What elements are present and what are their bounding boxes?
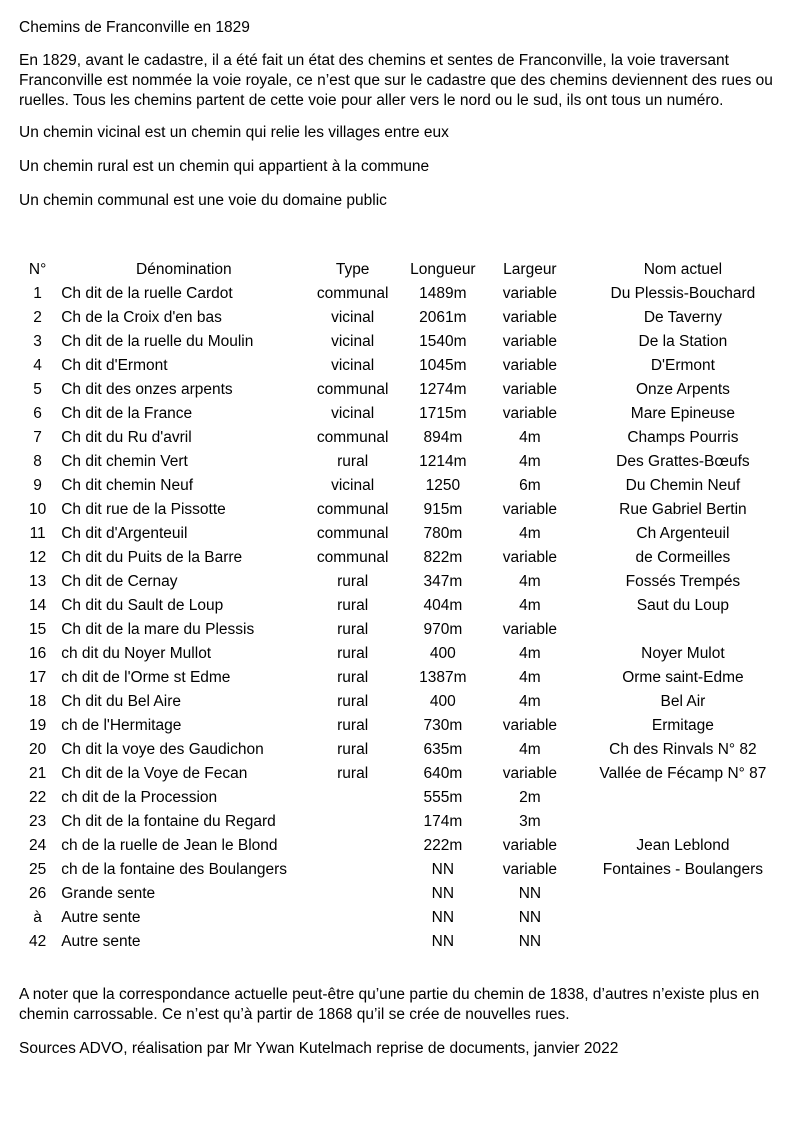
cell-largeur: variable xyxy=(502,405,558,422)
cell-largeur: variable xyxy=(502,717,558,734)
cell-type: communal xyxy=(316,285,389,302)
cell-nom-actuel: De la Station xyxy=(638,333,728,350)
table-row xyxy=(18,570,793,594)
cell-denomination: ch dit du Noyer Mullot xyxy=(61,645,212,662)
cell-nom-actuel: Mare Epineuse xyxy=(630,405,736,422)
cell-longueur: NN xyxy=(431,909,455,926)
header-num: N° xyxy=(28,261,47,278)
cell-num: 17 xyxy=(28,669,47,686)
cell-longueur: 822m xyxy=(423,549,463,566)
cell-denomination: Ch dit de la Voye de Fecan xyxy=(61,765,248,782)
document-title: Chemins de Franconville en 1829 xyxy=(19,19,250,36)
cell-denomination: Ch dit de la mare du Plessis xyxy=(61,621,255,638)
cell-nom-actuel: Onze Arpents xyxy=(635,381,730,398)
cell-largeur: variable xyxy=(502,861,558,878)
cell-longueur: 970m xyxy=(423,621,463,638)
table-row xyxy=(18,330,793,354)
cell-longueur: 174m xyxy=(423,813,463,830)
cell-largeur: variable xyxy=(502,381,558,398)
cell-largeur: 4m xyxy=(519,525,541,542)
cell-nom-actuel: Saut du Loup xyxy=(636,597,730,614)
cell-longueur: 347m xyxy=(423,573,463,590)
cell-largeur: variable xyxy=(502,309,558,326)
cell-nom-actuel: Vallée de Fécamp N° 87 xyxy=(599,765,767,782)
cell-denomination: Grande sente xyxy=(61,885,156,902)
header-denomination: Dénomination xyxy=(136,261,232,278)
cell-type: communal xyxy=(316,381,389,398)
footer-section xyxy=(19,985,779,1073)
cell-largeur: 4m xyxy=(519,453,541,470)
table-row xyxy=(18,474,793,498)
cell-longueur: 1250 xyxy=(425,477,461,494)
cell-num: 18 xyxy=(28,693,47,710)
cell-num: 22 xyxy=(28,789,47,806)
cell-num: 42 xyxy=(28,933,47,950)
cell-num: 12 xyxy=(28,549,47,566)
cell-type: vicinal xyxy=(331,477,375,494)
cell-largeur: 4m xyxy=(519,693,541,710)
cell-nom-actuel: Noyer Mulot xyxy=(641,645,725,662)
cell-type: vicinal xyxy=(331,357,375,374)
cell-nom-actuel xyxy=(573,786,793,810)
cell-num: 16 xyxy=(28,645,47,662)
cell-type: rural xyxy=(337,597,369,614)
cell-type: vicinal xyxy=(331,333,375,350)
cell-longueur: 894m xyxy=(423,429,463,446)
cell-type: vicinal xyxy=(331,405,375,422)
definition-rural: Un chemin rural est un chemin qui appartient à la commune xyxy=(19,158,430,175)
table-row xyxy=(18,546,793,570)
cell-num: 10 xyxy=(28,501,47,518)
cell-num: 15 xyxy=(28,621,47,638)
cell-denomination: ch dit de l'Orme st Edme xyxy=(61,669,231,686)
cell-num: 2 xyxy=(33,309,42,326)
cell-nom-actuel: Ch Argenteuil xyxy=(636,525,730,542)
cell-longueur: NN xyxy=(431,933,455,950)
table-header-row xyxy=(18,258,793,282)
cell-largeur: variable xyxy=(502,549,558,566)
table-row xyxy=(18,906,793,930)
table-row xyxy=(18,930,793,954)
footer-sources: Sources ADVO, réalisation par Mr Ywan Kutelmach reprise de documents, janvier 2022 xyxy=(19,1040,619,1057)
cell-nom-actuel: Orme saint-Edme xyxy=(622,669,744,686)
cell-nom-actuel xyxy=(573,618,793,642)
cell-num: 7 xyxy=(33,429,42,446)
cell-nom-actuel: D'Ermont xyxy=(650,357,715,374)
cell-largeur: 6m xyxy=(519,477,541,494)
cell-type xyxy=(307,810,399,834)
cell-longueur: 640m xyxy=(423,765,463,782)
cell-longueur: 400 xyxy=(429,693,456,710)
header-nom-actuel: Nom actuel xyxy=(643,261,723,278)
cell-denomination: Ch dit de la fontaine du Regard xyxy=(61,813,276,830)
table-row xyxy=(18,618,793,642)
table-row xyxy=(18,834,793,858)
cell-largeur: variable xyxy=(502,621,558,638)
cell-type: rural xyxy=(337,645,369,662)
cell-denomination: Autre sente xyxy=(61,909,141,926)
table-row xyxy=(18,642,793,666)
table-row xyxy=(18,426,793,450)
cell-num: 20 xyxy=(28,741,47,758)
table-row xyxy=(18,354,793,378)
cell-largeur: variable xyxy=(502,333,558,350)
cell-largeur: NN xyxy=(518,933,542,950)
cell-nom-actuel: Ch des Rinvals N° 82 xyxy=(609,741,757,758)
cell-longueur: 915m xyxy=(423,501,463,518)
cell-longueur: 555m xyxy=(423,789,463,806)
cell-longueur: 635m xyxy=(423,741,463,758)
definition-communal: Un chemin communal est une voie du domaine public xyxy=(19,192,387,209)
cell-nom-actuel xyxy=(573,882,793,906)
cell-denomination: Ch dit du Ru d'avril xyxy=(61,429,192,446)
cell-type: rural xyxy=(337,693,369,710)
cell-denomination: ch dit de la Procession xyxy=(61,789,218,806)
cell-num: 21 xyxy=(28,765,47,782)
cell-num: 9 xyxy=(33,477,42,494)
cell-type xyxy=(307,858,399,882)
cell-longueur: 222m xyxy=(423,837,463,854)
cell-num: 26 xyxy=(28,885,47,902)
cell-type: communal xyxy=(316,549,389,566)
cell-num: 19 xyxy=(28,717,47,734)
cell-largeur: 4m xyxy=(519,429,541,446)
cell-nom-actuel xyxy=(573,810,793,834)
cell-nom-actuel: Rue Gabriel Bertin xyxy=(619,501,747,518)
cell-longueur: NN xyxy=(431,861,455,878)
cell-largeur: variable xyxy=(502,765,558,782)
cell-type: rural xyxy=(337,573,369,590)
cell-longueur: 1045m xyxy=(419,357,467,374)
cell-type: rural xyxy=(337,741,369,758)
table-row xyxy=(18,786,793,810)
cell-nom-actuel: Bel Air xyxy=(660,693,706,710)
cell-type xyxy=(307,834,399,858)
table-row xyxy=(18,450,793,474)
intro-paragraph: En 1829, avant le cadastre, il a été fait un état des chemins et sentes de Franconville, la voie traversant Franconville est nommée la voie royale, ce n’est que sur le cadastre que des chemins deviennent des rues ou ruelles. Tous les chemins partent de cette voie pour aller vers le nord ou le sud, ils ont tous un numéro. xyxy=(19,52,773,109)
cell-denomination: Ch dit de la ruelle du Moulin xyxy=(61,333,254,350)
cell-nom-actuel xyxy=(573,930,793,954)
cell-longueur: 2061m xyxy=(419,309,467,326)
cell-type: communal xyxy=(316,501,389,518)
header-longueur: Longueur xyxy=(410,261,476,278)
table-row xyxy=(18,522,793,546)
cell-denomination: Ch dit du Sault de Loup xyxy=(61,597,224,614)
cell-num: à xyxy=(33,909,42,926)
cell-nom-actuel: Jean Leblond xyxy=(636,837,730,854)
table-row xyxy=(18,378,793,402)
cell-denomination: ch de la fontaine des Boulangers xyxy=(61,861,287,878)
cell-denomination: Ch dit de la ruelle Cardot xyxy=(61,285,233,302)
cell-largeur: 2m xyxy=(519,789,541,806)
cell-denomination: Ch dit des onzes arpents xyxy=(61,381,233,398)
cell-denomination: Ch dit d'Argenteuil xyxy=(61,525,188,542)
cell-type xyxy=(307,930,399,954)
cell-type: vicinal xyxy=(331,309,375,326)
cell-largeur: variable xyxy=(502,837,558,854)
cell-largeur: 4m xyxy=(519,645,541,662)
cell-num: 8 xyxy=(33,453,42,470)
cell-largeur: variable xyxy=(502,501,558,518)
footer-note: A noter que la correspondance actuelle peut-être qu’une partie du chemin de 1838, d’autres n’existe plus en chemin carrossable. Ce n’est qu’à partir de 1868 qu’il se crée de nouvelles rues. xyxy=(19,986,760,1023)
cell-denomination: Ch dit chemin Neuf xyxy=(61,477,194,494)
intro-section xyxy=(19,51,779,225)
cell-denomination: Ch dit du Bel Aire xyxy=(61,693,181,710)
table-row xyxy=(18,858,793,882)
paths-table xyxy=(18,258,793,954)
cell-denomination: Ch dit du Puits de la Barre xyxy=(61,549,243,566)
cell-largeur: variable xyxy=(502,357,558,374)
cell-largeur: NN xyxy=(518,885,542,902)
cell-denomination: Ch dit chemin Vert xyxy=(61,453,188,470)
cell-type xyxy=(307,906,399,930)
cell-largeur: 4m xyxy=(519,573,541,590)
cell-largeur: 4m xyxy=(519,741,541,758)
cell-denomination: Ch de la Croix d'en bas xyxy=(61,309,222,326)
table-row xyxy=(18,882,793,906)
cell-denomination: Ch dit la voye des Gaudichon xyxy=(61,741,264,758)
cell-nom-actuel: Des Grattes-Bœufs xyxy=(616,453,750,470)
table-row xyxy=(18,810,793,834)
cell-longueur: 400 xyxy=(429,645,456,662)
cell-num: 25 xyxy=(28,861,47,878)
cell-denomination: Ch dit rue de la Pissotte xyxy=(61,501,226,518)
cell-type: communal xyxy=(316,525,389,542)
cell-nom-actuel: Du Chemin Neuf xyxy=(625,477,741,494)
table-row xyxy=(18,594,793,618)
cell-longueur: 1214m xyxy=(419,453,467,470)
table-row xyxy=(18,714,793,738)
cell-nom-actuel: Fossés Trempés xyxy=(625,573,741,590)
cell-denomination: Ch dit de Cernay xyxy=(61,573,178,590)
cell-num: 5 xyxy=(33,381,42,398)
cell-denomination: Autre sente xyxy=(61,933,141,950)
cell-nom-actuel: Champs Pourris xyxy=(627,429,739,446)
cell-type: rural xyxy=(337,621,369,638)
cell-longueur: 404m xyxy=(423,597,463,614)
cell-largeur: 4m xyxy=(519,669,541,686)
cell-largeur: NN xyxy=(518,909,542,926)
cell-longueur: 780m xyxy=(423,525,463,542)
cell-type xyxy=(307,786,399,810)
cell-num: 14 xyxy=(28,597,47,614)
table-row xyxy=(18,306,793,330)
cell-longueur: 1489m xyxy=(419,285,467,302)
header-largeur: Largeur xyxy=(503,261,557,278)
cell-num: 24 xyxy=(28,837,47,854)
cell-denomination: Ch dit de la France xyxy=(61,405,193,422)
cell-nom-actuel: Ermitage xyxy=(651,717,714,734)
header-type: Type xyxy=(335,261,370,278)
cell-nom-actuel xyxy=(573,906,793,930)
cell-longueur: 1715m xyxy=(419,405,467,422)
cell-nom-actuel: Du Plessis-Bouchard xyxy=(610,285,756,302)
cell-type: rural xyxy=(337,453,369,470)
cell-nom-actuel: de Cormeilles xyxy=(635,549,731,566)
cell-type: rural xyxy=(337,765,369,782)
cell-num: 13 xyxy=(28,573,47,590)
table-row xyxy=(18,738,793,762)
cell-denomination: ch de l'Hermitage xyxy=(61,717,182,734)
cell-largeur: 4m xyxy=(519,597,541,614)
table-row xyxy=(18,402,793,426)
cell-largeur: variable xyxy=(502,285,558,302)
cell-type: communal xyxy=(316,429,389,446)
cell-longueur: 1540m xyxy=(419,333,467,350)
cell-longueur: 1387m xyxy=(419,669,467,686)
definition-vicinal: Un chemin vicinal est un chemin qui relie les villages entre eux xyxy=(19,124,449,141)
table-row xyxy=(18,498,793,522)
cell-nom-actuel: De Taverny xyxy=(643,309,722,326)
cell-num: 6 xyxy=(33,405,42,422)
cell-num: 11 xyxy=(29,525,46,542)
table-row xyxy=(18,762,793,786)
cell-denomination: ch de la ruelle de Jean le Blond xyxy=(61,837,278,854)
cell-type: rural xyxy=(337,669,369,686)
cell-longueur: 730m xyxy=(423,717,463,734)
cell-num: 4 xyxy=(33,357,42,374)
cell-type: rural xyxy=(337,717,369,734)
cell-denomination: Ch dit d'Ermont xyxy=(61,357,168,374)
cell-nom-actuel: Fontaines - Boulangers xyxy=(602,861,764,878)
cell-num: 23 xyxy=(28,813,47,830)
cell-longueur: NN xyxy=(431,885,455,902)
cell-num: 1 xyxy=(33,285,42,302)
table-row xyxy=(18,282,793,306)
cell-num: 3 xyxy=(33,333,42,350)
cell-largeur: 3m xyxy=(519,813,541,830)
table-row xyxy=(18,690,793,714)
table-body xyxy=(18,282,793,954)
table-row xyxy=(18,666,793,690)
cell-longueur: 1274m xyxy=(419,381,467,398)
cell-type xyxy=(307,882,399,906)
